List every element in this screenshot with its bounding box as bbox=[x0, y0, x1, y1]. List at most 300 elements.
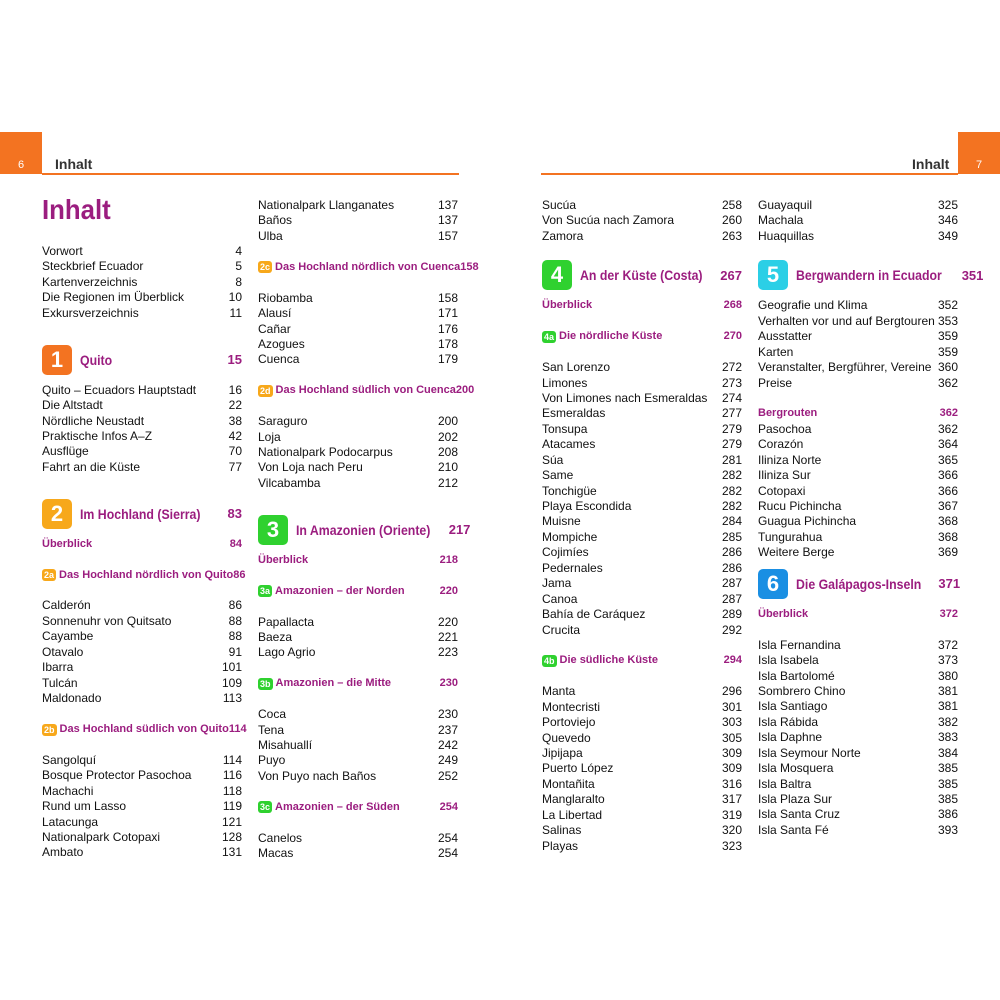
toc-entry-page: 362 bbox=[937, 421, 958, 436]
toc-entry-label: Cañar bbox=[258, 321, 291, 336]
toc-entry-page: 284 bbox=[721, 514, 742, 529]
toc-entry[interactable] bbox=[542, 731, 742, 746]
section-badge: 3c bbox=[260, 802, 271, 813]
toc-entry-page: 365 bbox=[937, 452, 958, 467]
toc-entry-page: 5 bbox=[235, 259, 242, 274]
section-4b[interactable]: 4b Die südliche Küste 294 bbox=[544, 654, 742, 667]
toc-entry[interactable] bbox=[258, 430, 458, 445]
toc-entry[interactable] bbox=[542, 808, 742, 823]
toc-entry[interactable] bbox=[42, 275, 242, 290]
toc-entry[interactable] bbox=[258, 846, 458, 861]
toc-entry-page: 320 bbox=[721, 823, 742, 838]
toc-entry[interactable] bbox=[758, 530, 958, 545]
toc-entry-label: Isla Seymour Norte bbox=[758, 745, 861, 760]
toc-entry-label: Machala bbox=[758, 213, 804, 228]
chapter-4-heading[interactable] bbox=[542, 252, 742, 298]
toc-entry-label: Exkursverzeichnis bbox=[42, 305, 139, 320]
toc-entry[interactable] bbox=[258, 615, 458, 630]
toc-entry-label: Nationalpark Llanganates bbox=[258, 198, 395, 212]
toc-entry-page: 137 bbox=[437, 213, 458, 228]
continued-list bbox=[758, 198, 958, 244]
toc-entry-page: 158 bbox=[437, 290, 458, 305]
toc-entry-page: 277 bbox=[721, 406, 742, 421]
toc-entry-page: 319 bbox=[721, 807, 742, 822]
toc-entry[interactable] bbox=[258, 769, 458, 784]
toc-entry-page: 287 bbox=[721, 576, 742, 591]
section-3c-list bbox=[258, 831, 458, 862]
toc-entry-label: Zamora bbox=[542, 228, 584, 243]
toc-entry-label: Salinas bbox=[542, 823, 582, 838]
toc-entry[interactable] bbox=[542, 468, 742, 483]
toc-entry-page: 249 bbox=[437, 753, 458, 768]
toc-entry[interactable] bbox=[42, 598, 242, 613]
toc-entry[interactable] bbox=[758, 499, 958, 514]
toc-entry-label: Veranstalter, Bergführer, Vereine bbox=[758, 360, 932, 375]
toc-entry-page: 282 bbox=[721, 499, 742, 513]
section-overview[interactable]: Überblick 372 bbox=[758, 607, 958, 620]
toc-entry[interactable] bbox=[758, 807, 958, 822]
toc-entry-label: Ausflüge bbox=[42, 444, 89, 459]
toc-entry-label: Cayambe bbox=[42, 629, 94, 644]
toc-entry-page: 364 bbox=[937, 437, 958, 452]
toc-entry[interactable] bbox=[542, 761, 742, 776]
toc-entry[interactable] bbox=[758, 761, 958, 776]
toc-entry-label: Puyo bbox=[258, 753, 286, 768]
toc-entry[interactable] bbox=[258, 645, 458, 660]
toc-entry-label: Isla Santa Fé bbox=[758, 822, 829, 837]
toc-entry[interactable] bbox=[542, 376, 742, 391]
toc-entry[interactable] bbox=[42, 444, 242, 459]
toc-entry-label: Muisne bbox=[542, 514, 581, 529]
toc-entry[interactable] bbox=[542, 607, 742, 622]
toc-entry-page: 367 bbox=[937, 499, 958, 513]
toc-entry[interactable] bbox=[542, 213, 742, 228]
toc-entry-page: 91 bbox=[228, 644, 242, 659]
toc-entry-label: Von Puyo nach Baños bbox=[258, 768, 377, 783]
toc-entry-page: 230 bbox=[437, 707, 458, 722]
toc-entry-label: Loja bbox=[258, 429, 281, 444]
toc-entry-label: Tulcán bbox=[42, 675, 78, 690]
toc-entry[interactable] bbox=[542, 792, 742, 807]
toc-entry-label: Lago Agrio bbox=[258, 645, 316, 660]
toc-column-2 bbox=[258, 198, 479, 862]
toc-entry-page: 171 bbox=[437, 306, 458, 321]
toc-entry-label: Geografie und Klima bbox=[758, 298, 868, 313]
toc-entry[interactable] bbox=[42, 845, 242, 860]
toc-entry-page: 113 bbox=[222, 691, 242, 706]
toc-entry[interactable] bbox=[542, 360, 742, 375]
toc-entry[interactable] bbox=[258, 213, 458, 228]
toc-entry[interactable] bbox=[542, 422, 742, 437]
toc-entry[interactable] bbox=[258, 707, 458, 722]
toc-entry-label: Playas bbox=[542, 838, 579, 853]
chapter-1-heading[interactable] bbox=[42, 337, 242, 383]
toc-entry-label: Papallacta bbox=[258, 614, 315, 629]
toc-entry-page: 4 bbox=[235, 244, 242, 258]
toc-entry[interactable] bbox=[758, 345, 958, 360]
toc-entry-label: Isla Fernandina bbox=[758, 637, 841, 652]
toc-entry-label: Cojimíes bbox=[542, 545, 589, 560]
toc-entry[interactable] bbox=[258, 476, 458, 491]
toc-entry[interactable] bbox=[42, 398, 242, 413]
toc-entry[interactable] bbox=[542, 700, 742, 715]
toc-entry[interactable] bbox=[542, 499, 742, 514]
toc-entry[interactable] bbox=[758, 437, 958, 452]
toc-entry[interactable] bbox=[758, 298, 958, 313]
toc-entry-label: Maldonado bbox=[42, 691, 102, 706]
section-2a-list bbox=[42, 598, 242, 706]
toc-entry-label: Quito – Ecuadors Hauptstadt bbox=[42, 382, 197, 397]
toc-entry-page: 237 bbox=[437, 722, 458, 737]
toc-entry-label: Riobamba bbox=[258, 290, 313, 305]
section-2a[interactable]: 2a Das Hochland nördlich von Quito 86 bbox=[44, 568, 246, 581]
toc-entry-label: Montecristi bbox=[542, 699, 601, 714]
toc-entry-label: Isla Plaza Sur bbox=[758, 792, 833, 806]
toc-entry[interactable] bbox=[758, 229, 958, 244]
toc-entry[interactable] bbox=[258, 445, 458, 460]
toc-entry-label: Same bbox=[542, 468, 574, 483]
toc-entry-label: Isla Isabela bbox=[758, 653, 819, 668]
toc-entry-page: 11 bbox=[229, 305, 242, 320]
toc-entry-page: 393 bbox=[937, 822, 958, 837]
toc-entry[interactable] bbox=[542, 684, 742, 699]
section-3c[interactable]: 3c Amazonien – der Süden 254 bbox=[260, 800, 458, 813]
toc-entry-label: Karten bbox=[758, 344, 794, 359]
continued-list bbox=[258, 198, 458, 244]
toc-entry-page: 381 bbox=[937, 683, 958, 698]
toc-entry-page: 382 bbox=[937, 714, 958, 729]
toc-entry[interactable] bbox=[758, 777, 958, 792]
toc-entry-page: 385 bbox=[937, 776, 958, 791]
toc-entry-page: 349 bbox=[937, 228, 958, 243]
toc-entry-label: Nationalpark Cotopaxi bbox=[42, 830, 161, 844]
toc-entry[interactable] bbox=[758, 468, 958, 483]
toc-entry[interactable] bbox=[542, 514, 742, 529]
toc-entry-page: 380 bbox=[937, 668, 958, 683]
toc-entry-label: Misahuallí bbox=[258, 738, 313, 752]
toc-entry-page: 368 bbox=[937, 514, 958, 529]
toc-entry[interactable] bbox=[258, 831, 458, 846]
section-4a[interactable]: 4a Die nördliche Küste 270 bbox=[544, 330, 742, 343]
toc-entry-page: 292 bbox=[721, 622, 742, 637]
running-head-left: Inhalt bbox=[55, 156, 93, 172]
toc-entry[interactable] bbox=[542, 453, 742, 468]
toc-entry[interactable] bbox=[42, 306, 242, 321]
toc-entry-label: Von Limones nach Esmeraldas bbox=[542, 390, 708, 405]
toc-entry-label: Pasochoa bbox=[758, 421, 812, 436]
toc-entry[interactable] bbox=[758, 329, 958, 344]
section-3a-list bbox=[258, 615, 458, 661]
toc-entry-label: Bosque Protector Pasochoa bbox=[42, 768, 192, 783]
toc-entry[interactable] bbox=[42, 614, 242, 629]
toc-entry-label: Crucita bbox=[542, 622, 581, 637]
chapter-page: 83 bbox=[227, 506, 242, 522]
toc-entry[interactable] bbox=[258, 352, 458, 367]
toc-entry[interactable] bbox=[42, 629, 242, 644]
toc-entry-label: Mompiche bbox=[542, 529, 598, 544]
toc-entry[interactable] bbox=[758, 198, 958, 213]
toc-entry-label: Isla Mosquera bbox=[758, 761, 834, 776]
toc-entry-label: Steckbrief Ecuador bbox=[42, 259, 144, 274]
toc-entry[interactable] bbox=[542, 406, 742, 421]
toc-entry[interactable] bbox=[542, 623, 742, 638]
toc-entry-page: 346 bbox=[937, 213, 958, 228]
toc-entry-page: 286 bbox=[721, 560, 742, 575]
toc-entry[interactable] bbox=[542, 839, 742, 854]
chapter-page: 217 bbox=[448, 522, 471, 538]
toc-entry-label: Guagua Pichincha bbox=[758, 514, 857, 529]
toc-entry[interactable] bbox=[542, 437, 742, 452]
toc-entry[interactable] bbox=[42, 290, 242, 305]
toc-entry-label: Vorwort bbox=[42, 244, 83, 258]
toc-entry-label: Ulba bbox=[258, 228, 283, 243]
toc-entry[interactable] bbox=[758, 376, 958, 391]
toc-entry[interactable] bbox=[42, 784, 242, 799]
chapter-number-badge: 3 bbox=[258, 515, 288, 545]
toc-entry-page: 366 bbox=[937, 483, 958, 498]
toc-entry[interactable] bbox=[758, 545, 958, 560]
bergrouten-list bbox=[758, 422, 958, 561]
toc-entry[interactable] bbox=[258, 630, 458, 645]
toc-entry-label: Die Altstadt bbox=[42, 398, 103, 413]
toc-entry-page: 360 bbox=[937, 360, 958, 375]
chapter-number-badge: 2 bbox=[42, 499, 72, 529]
toc-entry[interactable] bbox=[42, 815, 242, 830]
toc-entry[interactable] bbox=[42, 830, 242, 845]
toc-entry[interactable] bbox=[542, 198, 742, 213]
toc-entry-label: Tena bbox=[258, 722, 285, 737]
toc-entry-page: 208 bbox=[437, 445, 458, 459]
toc-entry[interactable] bbox=[758, 514, 958, 529]
toc-entry-label: Coca bbox=[258, 707, 287, 722]
toc-entry-page: 254 bbox=[437, 830, 458, 845]
toc-entry[interactable] bbox=[758, 699, 958, 714]
toc-entry[interactable] bbox=[542, 823, 742, 838]
toc-entry-label: Manta bbox=[542, 684, 576, 699]
toc-entry-page: 386 bbox=[937, 807, 958, 822]
toc-entry[interactable] bbox=[258, 460, 458, 475]
toc-entry-label: Jipijapa bbox=[542, 746, 583, 760]
toc-entry-label: San Lorenzo bbox=[542, 360, 611, 375]
chapter-2-heading[interactable] bbox=[42, 491, 242, 537]
toc-entry-page: 22 bbox=[228, 398, 242, 413]
section-overview[interactable]: Überblick 268 bbox=[542, 299, 742, 312]
toc-entry[interactable] bbox=[42, 414, 242, 429]
toc-entry[interactable] bbox=[542, 391, 742, 406]
section-overview[interactable]: Überblick 218 bbox=[258, 553, 458, 566]
toc-entry[interactable] bbox=[758, 730, 958, 745]
toc-entry-label: Tungurahua bbox=[758, 529, 823, 544]
toc-entry[interactable] bbox=[42, 259, 242, 274]
chapter-number-badge: 4 bbox=[542, 260, 572, 290]
toc-entry-label: Cuenca bbox=[258, 352, 300, 367]
toc-entry-label: Isla Santiago bbox=[758, 699, 828, 714]
toc-entry[interactable] bbox=[42, 244, 242, 259]
toc-entry-page: 316 bbox=[721, 776, 742, 791]
toc-entry-page: 202 bbox=[437, 429, 458, 444]
toc-entry-page: 272 bbox=[721, 360, 742, 375]
toc-entry-page: 114 bbox=[222, 752, 242, 767]
toc-entry[interactable] bbox=[258, 723, 458, 738]
toc-entry[interactable] bbox=[542, 545, 742, 560]
section-2d[interactable]: 2d Das Hochland südlich von Cuenca 200 bbox=[260, 384, 475, 397]
toc-entry-page: 325 bbox=[937, 198, 958, 212]
header-rule-right bbox=[541, 173, 958, 175]
toc-entry[interactable] bbox=[758, 314, 958, 329]
toc-entry[interactable] bbox=[542, 592, 742, 607]
toc-entry[interactable] bbox=[258, 414, 458, 429]
toc-entry-page: 210 bbox=[437, 460, 458, 475]
section-4b-list bbox=[542, 684, 742, 854]
chapter-page: 15 bbox=[227, 352, 242, 368]
toc-entry[interactable] bbox=[758, 653, 958, 668]
toc-entry[interactable] bbox=[42, 799, 242, 814]
toc-entry[interactable] bbox=[42, 691, 242, 706]
toc-entry-label: Die Regionen im Überblick bbox=[42, 290, 185, 305]
toc-entry-label: Pedernales bbox=[542, 560, 603, 575]
toc-entry-label: Cotopaxi bbox=[758, 483, 806, 498]
section-bergrouten[interactable]: Bergrouten 362 bbox=[758, 407, 958, 420]
toc-entry-label: Azogues bbox=[258, 336, 305, 351]
toc-entry-label: Esmeraldas bbox=[542, 406, 606, 421]
page-number-left: 6 bbox=[0, 132, 42, 174]
toc-entry-label: Vilcabamba bbox=[258, 475, 321, 490]
toc-entry-label: Weitere Berge bbox=[758, 545, 835, 560]
toc-entry-page: 16 bbox=[228, 382, 242, 397]
toc-entry[interactable] bbox=[542, 576, 742, 591]
toc-entry-page: 101 bbox=[221, 660, 242, 675]
toc-entry-label: Alausí bbox=[258, 306, 292, 321]
toc-entry-page: 179 bbox=[437, 352, 458, 367]
toc-entry-label: Bahía de Caráquez bbox=[542, 607, 646, 622]
toc-entry[interactable] bbox=[258, 198, 458, 213]
toc-entry-label: Iliniza Norte bbox=[758, 452, 822, 467]
toc-entry-page: 317 bbox=[721, 792, 742, 807]
toc-entry[interactable] bbox=[542, 777, 742, 792]
toc-entry-label: Iliniza Sur bbox=[758, 468, 811, 483]
toc-entry[interactable] bbox=[258, 291, 458, 306]
toc-entry-label: Limones bbox=[542, 375, 588, 390]
toc-entry[interactable] bbox=[258, 337, 458, 352]
toc-entry[interactable] bbox=[758, 638, 958, 653]
toc-entry-page: 352 bbox=[937, 298, 958, 313]
toc-entry-label: Portoviejo bbox=[542, 715, 596, 730]
toc-entry[interactable] bbox=[758, 453, 958, 468]
section-3b[interactable]: 3b Amazonien – die Mitte 230 bbox=[260, 677, 458, 690]
toc-entry[interactable] bbox=[258, 753, 458, 768]
chapter-title: An der Küste (Costa) bbox=[580, 267, 703, 284]
chapter-title: In Amazonien (Oriente) bbox=[296, 521, 431, 538]
toc-entry[interactable] bbox=[542, 229, 742, 244]
toc-entry-page: 282 bbox=[721, 468, 742, 483]
toc-entry[interactable] bbox=[758, 823, 958, 838]
toc-entry[interactable] bbox=[758, 715, 958, 730]
toc-entry-page: 221 bbox=[437, 629, 458, 644]
toc-entry[interactable] bbox=[758, 422, 958, 437]
chapter-5-heading[interactable] bbox=[758, 252, 984, 298]
toc-entry-page: 372 bbox=[937, 637, 958, 652]
toc-entry[interactable] bbox=[258, 229, 458, 244]
section-2b[interactable]: 2b Das Hochland südlich von Quito 114 bbox=[44, 722, 247, 735]
toc-entry-label: Quevedo bbox=[542, 730, 591, 745]
chapter-3-heading[interactable] bbox=[258, 507, 471, 553]
toc-entry-page: 223 bbox=[437, 645, 458, 660]
toc-entry[interactable] bbox=[758, 213, 958, 228]
toc-entry-page: 200 bbox=[437, 414, 458, 429]
toc-entry-page: 86 bbox=[228, 598, 242, 613]
toc-entry-page: 281 bbox=[721, 452, 742, 467]
toc-entry[interactable] bbox=[542, 746, 742, 761]
toc-entry-label: Jama bbox=[542, 576, 572, 591]
toc-entry-page: 385 bbox=[937, 792, 958, 806]
toc-entry-page: 273 bbox=[721, 375, 742, 390]
toc-entry[interactable] bbox=[42, 645, 242, 660]
toc-entry[interactable] bbox=[758, 484, 958, 499]
toc-entry-label: Isla Bartolomé bbox=[758, 668, 835, 683]
toc-entry[interactable] bbox=[42, 383, 242, 398]
toc-entry-page: 254 bbox=[437, 846, 458, 861]
toc-entry[interactable] bbox=[258, 306, 458, 321]
toc-column-3 bbox=[542, 198, 742, 854]
toc-entry-page: 359 bbox=[937, 344, 958, 359]
toc-entry[interactable] bbox=[258, 322, 458, 337]
toc-entry[interactable] bbox=[758, 669, 958, 684]
toc-entry[interactable] bbox=[542, 484, 742, 499]
toc-entry[interactable] bbox=[42, 460, 242, 475]
chapter-title: Im Hochland (Sierra) bbox=[80, 505, 201, 522]
toc-entry[interactable] bbox=[42, 660, 242, 675]
toc-entry-label: Von Sucúa nach Zamora bbox=[542, 213, 675, 228]
toc-entry-label: Sucúa bbox=[542, 198, 577, 212]
toc-entry[interactable] bbox=[758, 360, 958, 375]
toc-entry-page: 383 bbox=[937, 730, 958, 745]
toc-entry-page: 8 bbox=[235, 274, 242, 289]
toc-entry-page: 77 bbox=[228, 459, 242, 474]
toc-entry[interactable] bbox=[542, 530, 742, 545]
toc-entry[interactable] bbox=[758, 746, 958, 761]
chapter-page: 351 bbox=[961, 267, 984, 283]
toc-entry-label: Otavalo bbox=[42, 644, 84, 659]
toc-entry-page: 176 bbox=[437, 321, 458, 336]
toc-entry-label: Saraguro bbox=[258, 414, 308, 429]
toc-entry-page: 279 bbox=[721, 421, 742, 436]
toc-entry-label: Rucu Pichincha bbox=[758, 499, 842, 513]
toc-entry-label: Sangolquí bbox=[42, 752, 97, 767]
toc-entry-page: 282 bbox=[721, 483, 742, 498]
chapter-number-badge: 1 bbox=[42, 345, 72, 375]
toc-entry[interactable] bbox=[758, 684, 958, 699]
section-2c[interactable]: 2c Das Hochland nördlich von Cuenca 158 bbox=[260, 260, 479, 273]
toc-entry-page: 178 bbox=[437, 336, 458, 351]
section-3a[interactable]: 3a Amazonien – der Norden 220 bbox=[260, 584, 458, 597]
toc-entry-label: Ausstatter bbox=[758, 329, 813, 344]
toc-entry[interactable] bbox=[758, 792, 958, 807]
toc-entry[interactable] bbox=[258, 738, 458, 753]
chapter-6-list bbox=[758, 638, 958, 839]
toc-entry[interactable] bbox=[42, 676, 242, 691]
toc-entry[interactable] bbox=[542, 561, 742, 576]
toc-entry-label: Huaquillas bbox=[758, 228, 815, 243]
toc-entry[interactable] bbox=[542, 715, 742, 730]
toc-entry[interactable] bbox=[42, 768, 242, 783]
toc-entry-label: Praktische Infos A–Z bbox=[42, 428, 153, 443]
section-badge: 4a bbox=[544, 331, 555, 342]
section-overview[interactable]: Überblick 84 bbox=[42, 537, 242, 550]
toc-entry-label: Machachi bbox=[42, 783, 94, 798]
toc-entry[interactable] bbox=[42, 753, 242, 768]
toc-entry[interactable] bbox=[42, 429, 242, 444]
chapter-6-heading[interactable] bbox=[758, 561, 961, 607]
